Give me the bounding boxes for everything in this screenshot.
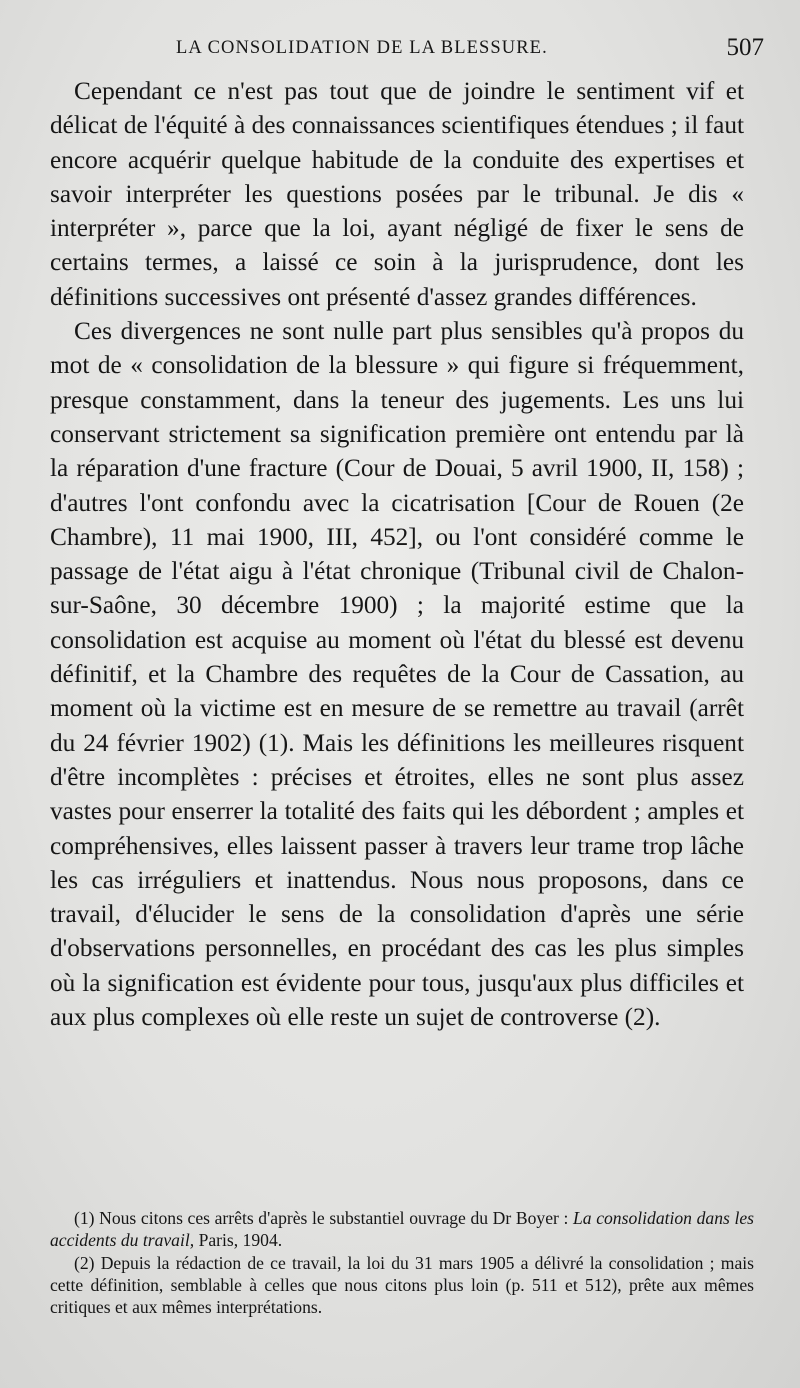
- page-header: [176, 36, 764, 66]
- footnotes: [50, 1207, 754, 1318]
- footnote-1-text: (1) Nous citons ces arrêts d'après le substantiel ouvrage du Dr Boyer :: [74, 1208, 569, 1228]
- footnote-2: (2) Depuis la rédaction de ce travail, la loi du 31 mars 1905 a délivré la consolidation ; mais cette définition, semblable à celles que nous citons plus loin (p. 511 et 512), prête aux mêmes critiques et aux mêmes interprétations.: [50, 1252, 754, 1318]
- footnote-1: [50, 1207, 754, 1252]
- running-title: LA CONSOLIDATION DE LA BLESSURE.: [176, 38, 548, 58]
- paragraph: Cependant ce n'est pas tout que de joindre le sentiment vif et délicat de l'équité à des connaissances scientifiques étendues ; il faut encore acquérir quelque habitude de la conduite des expertises et savoir interpréter les questions posées par le tribunal. Je dis « interpréter », parce que la loi, ayant négligé de fixer le sens de certains termes, a laissé ce soin à la jurisprudence, dont les définitions successives ont présenté d'assez grandes différences.: [50, 77, 744, 311]
- paragraph: Ces divergences ne sont nulle part plus sensibles qu'à propos du mot de « consolidation de la blessure » qui figure si fréquemment, presque constamment, dans la teneur des jugements. Les uns lui conservant strictement sa signification première ont entendu par là la réparation d'une fracture (Cour de Douai, 5 avril 1900, II, 158) ; d'autres l'ont confondu avec la cicatrisation [Cour de Rouen (2e Chambre), 11 mai 1900, III, 452], ou l'ont considéré comme le passage de l'état aigu à l'état chronique (Tribunal civil de Chalon-sur-Saône, 30 décembre 1900) ; la majorité estime que la consolidation est acquise au moment où l'état du blessé est devenu définitif, et la Chambre des requêtes de la Cour de Cassation, au moment où la victime est en mesure de se remettre au travail (arrêt du 24 février 1902) (1). Mais les définitions les meilleures risquent d'être incomplètes : précises et étroites, elles ne sont plus assez vastes pour enserrer la totalité des faits qui les débordent ; amples et compréhensives, elles laissent passer à travers leur trame trop lâche les cas irréguliers et inattendus. Nous nous proposons, dans ce travail, d'élucider le sens de la consolidation d'après une série d'observations personnelles, en procédant des cas les plus simples où la signification est évidente pour tous, jusqu'aux plus difficiles et aux plus complexes où elle reste un sujet de controverse (2).: [50, 317, 744, 1032]
- main-text: [50, 74, 744, 1034]
- footnote-1-title: La consolidation dans les accidents du travail,: [50, 1208, 754, 1251]
- footnote-1-end: Paris, 1904.: [198, 1230, 283, 1251]
- page-number: 507: [726, 34, 764, 61]
